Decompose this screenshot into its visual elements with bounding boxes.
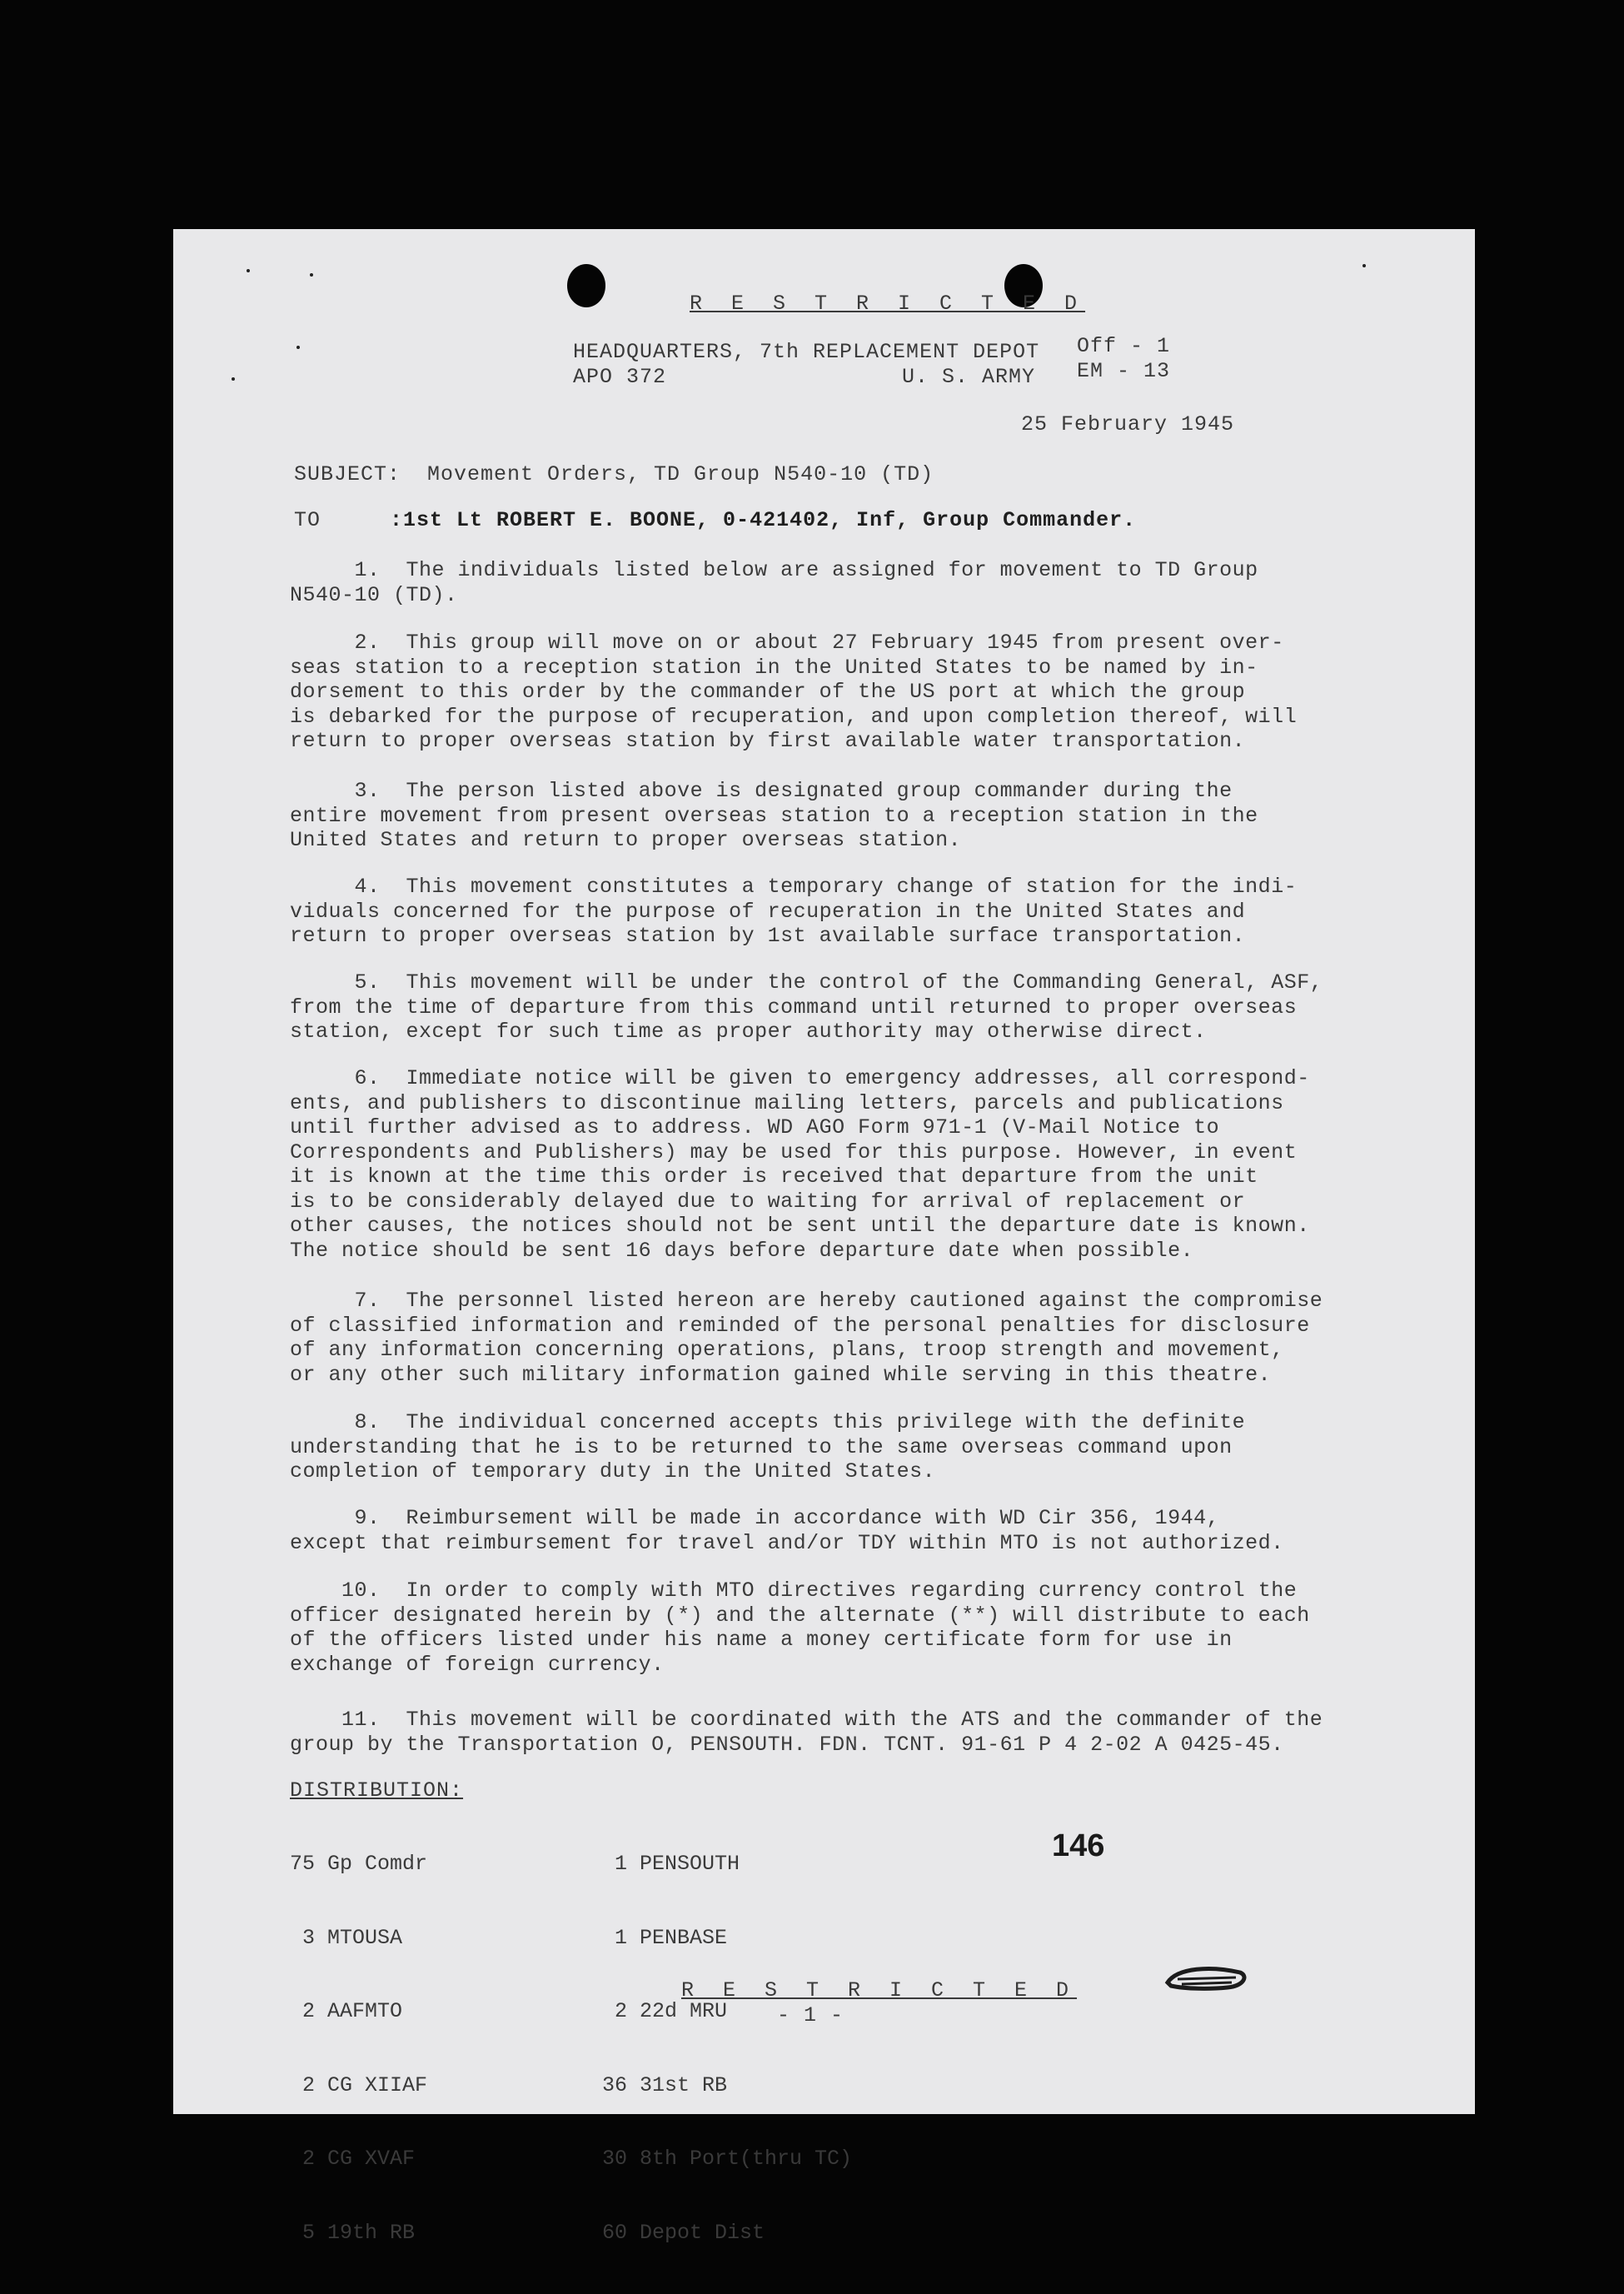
classification-header: R E S T R I C T E D (690, 292, 1086, 316)
distribution-item: 2 CG XIIAF (290, 2072, 428, 2097)
off-count: Off - 1 (1077, 334, 1171, 358)
classification-footer: R E S T R I C T E D (681, 1978, 1078, 2002)
paragraph-9: 9. Reimbursement will be made in accordance with WD Cir 356, 1944, except that reimbursement for travel and/or TDY within MTO is not authorized. (290, 1506, 1284, 1555)
headquarters-line: HEADQUARTERS, 7th REPLACEMENT DEPOT (573, 340, 1040, 364)
paragraph-2: 2. This group will move on or about 27 February 1945 from present over- seas station to a reception station in the United States to be named by in- dorsement to this order by the commander of the US port at which the group is debarked for the purpose of recuperation, and upon completion thereof, will return to proper overseas station by first available water transportation. (290, 631, 1298, 753)
to-label: TO (294, 508, 321, 532)
to-text: :1st Lt ROBERT E. BOONE, 0-421402, Inf, Group Commander. (390, 508, 1137, 532)
distribution-item: 1 PENSOUTH (602, 1852, 740, 1876)
distribution-item: 5 19th RB (290, 2220, 416, 2245)
stamp-number: 146 (1052, 1828, 1105, 1863)
distribution-item: 75 Gp Comdr (290, 1852, 428, 1876)
handwritten-mark-icon (1161, 1957, 1253, 1999)
distribution-item: 2 AAFMTO (290, 1999, 403, 2023)
speck (1362, 264, 1366, 267)
distribution-item: 2 22d MRU (602, 1999, 728, 2023)
em-count: EM - 13 (1077, 359, 1171, 383)
army-line: U. S. ARMY (902, 365, 1036, 389)
document-page (173, 229, 1475, 2245)
distribution-item: 60 Depot Dist (602, 2220, 765, 2245)
distribution-item: 30 8th Port(thru TC) (602, 2147, 853, 2171)
distribution-label: DISTRIBUTION: (290, 1778, 464, 1803)
apo-line: APO 372 (573, 365, 667, 389)
paragraph-5: 5. This movement will be under the control of the Commanding General, ASF, from the time of departure from this command until returned to proper overseas station, except for such time as proper authority may otherwise direct. (290, 970, 1323, 1044)
subject-text: Movement Orders, TD Group N540-10 (TD) (427, 462, 934, 486)
distribution-right-list (602, 1803, 852, 2294)
paragraph-4: 4. This movement constitutes a temporary change of station for the indi- viduals concerned for the purpose of recuperation in the United States and return to proper overseas station by 1st available surface transportation. (290, 875, 1298, 948)
distribution-item: 36 31st RB (602, 2072, 728, 2097)
distribution-item: 3 MTOUSA (290, 1925, 403, 1950)
speck (247, 269, 250, 272)
distribution-left-list (290, 1803, 427, 2294)
paragraph-8: 8. The individual concerned accepts this privilege with the definite understanding that he is to be returned to the same overseas command upon completion of temporary duty in the United States. (290, 1410, 1246, 1484)
paragraph-7: 7. The personnel listed hereon are hereby cautioned against the compromise of classified information and reminded of the personal penalties for disclosure of any information concerning operations, plans, troop strength and movement, or any other such military information gained while serving in this theatre. (290, 1289, 1323, 1387)
document-date: 25 February 1945 (1021, 412, 1235, 436)
subject-label: SUBJECT: (294, 462, 401, 486)
distribution-item: 1 PENBASE (602, 1925, 728, 1950)
paragraph-3: 3. The person listed above is designated group commander during the entire movement from present overseas station to a reception station in the United States and return to proper overseas station. (290, 779, 1258, 852)
paragraph-11: 11. This movement will be coordinated with the ATS and the commander of the group by the Transportation O, PENSOUTH. FDN. TCNT. 91-61 P 4 2-02 A 0425-45. (290, 1708, 1323, 1757)
paragraph-1: 1. The individuals listed below are assigned for movement to TD Group N540-10 (TD). (290, 558, 1258, 607)
paragraph-6: 6. Immediate notice will be given to emergency addresses, all correspond- ents, and publishers to discontinue mailing letters, parcels and publications until further advised as to address. WD AGO Form 971-1 (V-Mail Notice to Correspondents and Publishers) may be used for this purpose. However, in event it is known at the time this order is received that departure from the unit is to be considerably delayed due to waiting for arrival of replacement or other causes, the notices should not be sent until the departure date is known. The notice should be sent 16 days before departure date when possible. (290, 1066, 1310, 1263)
speck (296, 346, 300, 349)
paragraph-10: 10. In order to comply with MTO directives regarding currency control the officer designated herein by (*) and the alternate (**) will distribute to each of the officers listed under his name a money certificate form for use in exchange of foreign currency. (290, 1578, 1310, 1677)
distribution-item: 2 CG XVAF (290, 2147, 416, 2171)
page-number: - 1 - (777, 2003, 844, 2027)
speck (232, 377, 235, 381)
punch-hole-left (567, 264, 605, 307)
speck (310, 273, 313, 277)
